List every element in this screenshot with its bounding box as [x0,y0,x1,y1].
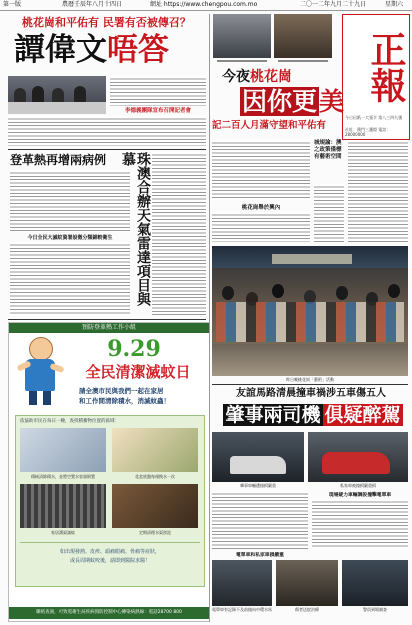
lead-headline [14,30,204,72]
accident-photo-5 [342,560,408,606]
accident-caption-1: 肇事車輛遭撞損嚴重 [240,483,276,488]
photo-b-caption [274,58,332,63]
feature-body-right [348,140,408,242]
feature-body-text-2 [212,212,310,242]
story2-headline: 登革熱再增兩病例 [10,153,107,167]
crowd-photo [212,246,408,376]
campaign-slogan-1: 請全澳市民與我們一起在家居 [79,387,164,395]
tip-caption-2: 花盆底盤每週換水一次 [135,474,175,479]
accident-body-text-2 [312,499,408,549]
accident-body-text [212,491,308,549]
vertical-headline: 珠澳合辦天氣雷達項目與慕 [120,152,151,306]
masthead-contact: 社址：澳門三盞燈 電話：28000000 [345,127,391,137]
campaign-title: 全民清潔滅蚊日 [85,363,191,381]
tip-caption-3: 家居溝渠滅蚊 [51,530,75,535]
feature-kicker-red: 桃花崗 [250,69,292,85]
feature-side-title: 城規論：澳之政策僅標有藝術空間 [314,140,342,160]
accident-subhead-2: 電單車和私家車損嚴重 [236,553,284,558]
feature-headline-black: 因你更 [242,87,318,116]
top-bar [0,0,412,11]
tip-photo-4 [112,484,198,528]
campaign-date: 9.29 [107,336,161,362]
vertical-story-body [152,152,206,316]
feature-headline-red: 美 [319,87,345,116]
campaign-header: 預防登革熱工作小組 [9,323,209,333]
campaign-slogan-2: 和工作間清除積水，消滅蚊蟲！ [79,397,170,405]
feature-body-text [212,140,310,200]
tip-caption-4: 定期清理水渠淤泥 [139,530,171,535]
lead-body-text-2 [8,116,206,146]
weekday: 星期六 [385,1,404,8]
accident-caption-5: 電單車有記錄不及前撞向中環水馬 [212,607,272,612]
feature-mid-subhead: 桃花崗舉於興內 [241,205,281,211]
accident-headline-black: 肇事兩司機 [225,404,321,426]
feature-kicker-black: 今夜 [222,69,250,85]
tips-intro: 依協助市民在每日一檢，查找積蓄物位置的區域： [20,419,119,424]
masthead-side-text: 今日出紙一大張半 第八三四九號 [345,115,403,120]
feature-side-text [314,184,344,242]
lead-body-text [110,76,206,106]
website-link[interactable]: 網址 https://www.chengpou.com.mo [150,1,258,8]
tip-photo-3 [20,484,106,528]
press-conference-photo [8,76,106,114]
story2-subhead: 今日全民大滅蚊資署設徵分類錦較衛生 [27,235,113,241]
crowd-photo-caption: 昨日晚桃花崗「藝術」活動 [286,377,334,382]
masthead [342,14,410,140]
tip-photo-2 [112,428,198,472]
accident-caption-2: 私家車被撞損嚴重損 [340,483,376,488]
mascot-icon [17,337,63,407]
tip-photo-1 [20,428,106,472]
campaign-footer: 聯絡查詢，可致電衛生局疾病預防控制中心傳染病熱線：電話28700 800 [9,607,209,619]
news-photo-a [213,14,271,58]
accident-photo-3 [212,560,272,606]
campaign-call-2: 或長周期蚊咬後，請即到醫院求醫！ [69,558,150,564]
lunar-date: 農曆壬辰年八月十四日 [62,1,123,8]
accident-photo-4 [276,560,338,606]
story2-body-text [10,170,130,232]
campaign-ad [8,322,210,622]
feature-headline [240,86,345,118]
accident-photo-2 [308,432,408,482]
accident-caption-7: 警員到場調查 [363,607,387,612]
feature-kicker [222,68,338,86]
accident-subhead: 現場疑力車輛調設撞擊電單車 [328,493,392,498]
photo-a-caption [213,58,271,63]
masthead-title: 正報 [365,31,407,103]
lead-subhead: 李德義團隊宣布召開記者會 [124,108,191,114]
lead-kicker: 桃花崗和平佑有 民署有否被傳召？ [22,16,191,29]
page-number: 第一版 [3,1,22,8]
campaign-call-1: 如出現發熱、皮疹、頭痛眼痛、骨痛等症狀， [59,549,160,555]
feature-subhead: 記二百人月滿守望和平佑有 [212,120,327,131]
story2-body-text-2 [10,242,130,316]
accident-caption-6: 傷者送院治療 [295,607,319,612]
accident-headline [220,402,406,428]
lead-headline-black: 譚偉文 [14,32,107,68]
accident-headline-red: 俱疑醉駕 [324,404,401,426]
lead-headline-red: 唔答 [107,32,169,68]
news-photo-b [274,14,332,58]
accident-kicker: 友誼馬路清晨撞車禍涉五車傷五人 [236,388,386,399]
issue-date: 二〇一二年九月二十九日 [300,1,367,8]
accident-photo-1 [212,432,304,482]
tips-panel [15,415,205,587]
tip-caption-1: 積極清除積水，並將空置水容器倒置 [31,474,95,479]
